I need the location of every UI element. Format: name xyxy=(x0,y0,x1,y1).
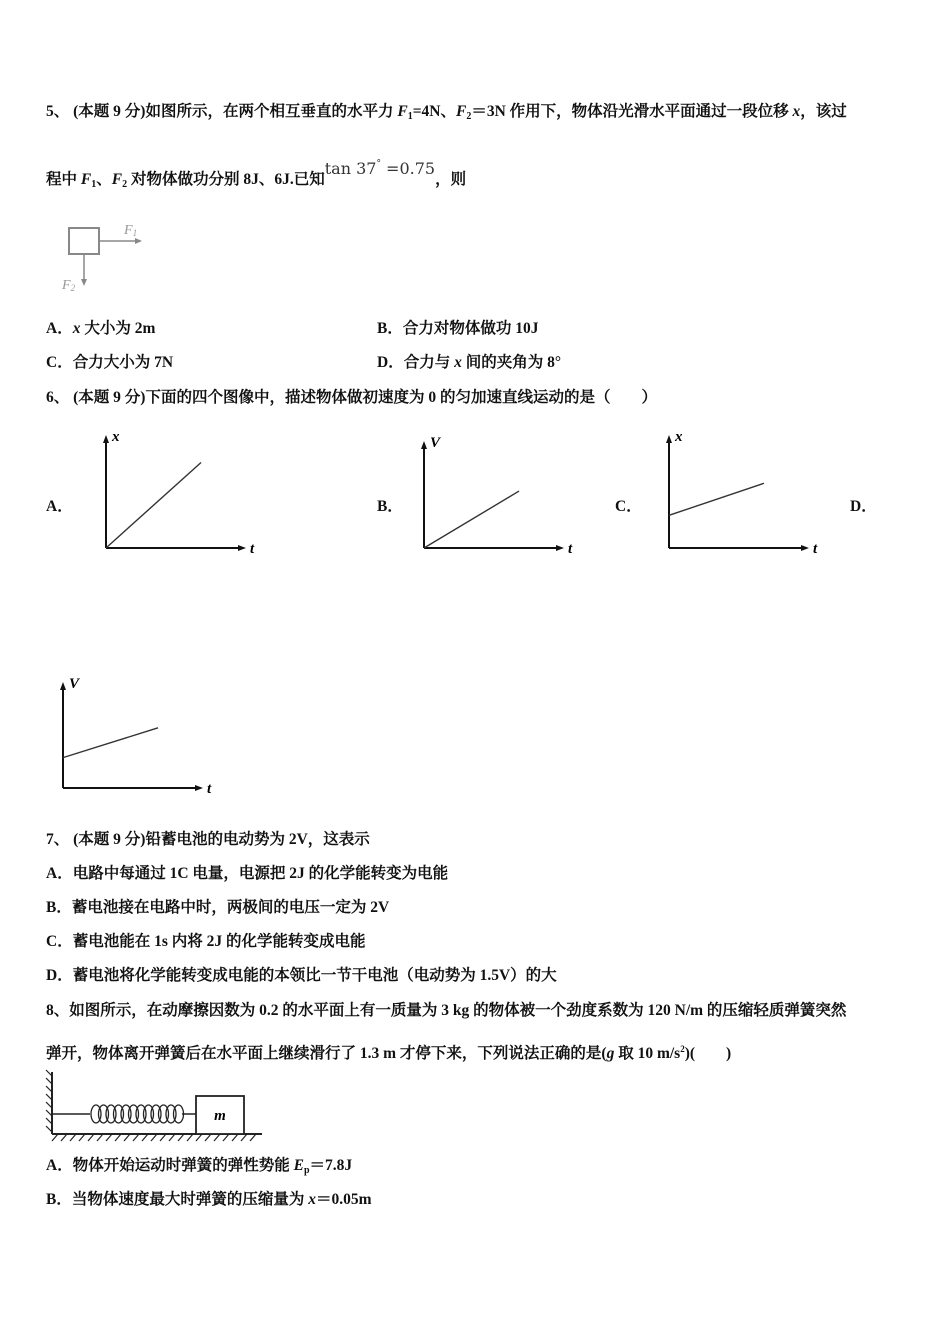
q7-option-c[interactable]: C．蓄电池能在 1s 内将 2J 的化学能转变成电能 xyxy=(46,933,366,950)
ground-hatch-line xyxy=(187,1134,193,1141)
q6-graph-a xyxy=(98,425,268,560)
graph-line xyxy=(63,728,158,758)
x-axis-arrow xyxy=(801,545,809,551)
q6-graph-b xyxy=(416,431,586,560)
q5-option-c[interactable]: C．合力大小为 7N xyxy=(46,354,174,371)
y-axis-arrow xyxy=(103,435,109,443)
q5-option-b[interactable]: B．合力对物体做功 10J xyxy=(377,320,539,337)
q8-line1: 8、如图所示，在动摩擦因数为 0.2 的水平面上有一质量为 3 kg 的物体被一个劲度系数为 120 N/m 的压缩轻质弹簧突然 xyxy=(46,1002,847,1019)
ground-hatch-line xyxy=(160,1134,166,1141)
ground-hatch-line xyxy=(124,1134,130,1141)
x-axis-arrow xyxy=(195,785,203,791)
q5-line1: 5、 (本题 9 分)如图所示，在两个相互垂直的水平力 $F_1=4N$、$F_2=3N$ 作用下，物体沿光滑水平面通过一段位移 x，该过 xyxy=(46,103,847,122)
q6-stem: 6、 (本题 9 分)下面的四个图像中，描述物体做初速度为 0 的匀加速直线运动的是（ ） xyxy=(46,389,657,406)
ground-hatch-line xyxy=(88,1134,94,1141)
ground-hatch-line xyxy=(241,1134,247,1141)
q6-option-d-label[interactable]: D． xyxy=(850,498,877,515)
ground-hatch-line xyxy=(97,1134,103,1141)
ground-hatch-line xyxy=(232,1134,238,1141)
ground-hatch-line xyxy=(52,1134,58,1141)
q5-line2: 程中 $F_1$、$F_2$ 对物体做功分别 8J、6J.已知tan 37° =0.75，则 xyxy=(46,159,467,190)
ground-hatch-line xyxy=(79,1134,85,1141)
ground-hatch-line xyxy=(196,1134,202,1141)
x-axis-label: t xyxy=(813,541,818,557)
q7-option-b[interactable]: B．蓄电池接在电路中时，两极间的电压一定为 2V xyxy=(46,899,390,916)
ground-hatch-line xyxy=(133,1134,139,1141)
x-axis-label: t xyxy=(250,541,255,557)
tan-expression: tan 37° =0.75 xyxy=(324,159,436,178)
q6-option-b-label[interactable]: B． xyxy=(377,498,403,515)
y-axis-label: x xyxy=(675,429,683,445)
q8-option-a[interactable]: A．物体开始运动时弹簧的弹性势能 $E_p=7.8J$ xyxy=(46,1157,353,1176)
y-axis-label: V xyxy=(69,676,80,692)
mass-label: m xyxy=(214,1108,226,1124)
q5-option-a[interactable]: A．x 大小为 2m xyxy=(46,320,156,337)
x-axis-label: t xyxy=(568,541,573,557)
q5-force-diagram xyxy=(58,215,158,295)
ground-hatch-line xyxy=(151,1134,157,1141)
q7-option-a[interactable]: A．电路中每通过 1C 电量，电源把 2J 的化学能转变为电能 xyxy=(46,865,449,882)
y-axis-label: V xyxy=(430,435,441,451)
q5-option-d[interactable]: D．合力与 x 间的夹角为 8° xyxy=(377,354,562,371)
svg-text:F1: F1 xyxy=(124,223,138,238)
q6-graph-c xyxy=(661,425,831,560)
y-axis-arrow xyxy=(421,441,427,449)
ground-hatch-line xyxy=(142,1134,148,1141)
y-axis-arrow xyxy=(60,682,66,690)
q7-stem: 7、 (本题 9 分)铅蓄电池的电动势为 2V，这表示 xyxy=(46,831,370,848)
ground-hatch-line xyxy=(178,1134,184,1141)
y-axis-arrow xyxy=(666,435,672,443)
q8-spring-diagram xyxy=(44,1068,266,1144)
ground-hatch-line xyxy=(250,1134,256,1141)
q8-option-b[interactable]: B．当物体速度最大时弹簧的压缩量为 x＝0.05m xyxy=(46,1191,372,1208)
ground-hatch-line xyxy=(106,1134,112,1141)
q6-option-a-label[interactable]: A． xyxy=(46,498,73,515)
ground-hatch-line xyxy=(223,1134,229,1141)
x-axis-label: t xyxy=(207,781,212,797)
x-axis-arrow xyxy=(238,545,246,551)
q8-line2: 弹开，物体离开弹簧后在水平面上继续滑行了 1.3 m 才停下来，下列说法正确的是(g 取 10 $m/s^2$)( ) xyxy=(46,1044,732,1062)
graph-line xyxy=(669,483,764,515)
ground-hatch-line xyxy=(115,1134,121,1141)
svg-text:F2: F2 xyxy=(62,278,76,293)
ground-hatch-line xyxy=(70,1134,76,1141)
ground-hatch-line xyxy=(169,1134,175,1141)
graph-line xyxy=(424,491,519,548)
q6-option-c-label[interactable]: C． xyxy=(615,498,642,515)
x-axis-arrow xyxy=(556,545,564,551)
ground-hatch-line xyxy=(61,1134,67,1141)
ground-hatch-line xyxy=(214,1134,220,1141)
graph-line xyxy=(106,462,201,548)
ground-hatch-line xyxy=(205,1134,211,1141)
q6-graph-d xyxy=(55,672,225,800)
y-axis-label: x xyxy=(112,429,120,445)
q7-option-d[interactable]: D．蓄电池将化学能转变成电能的本领比一节干电池（电动势为 1.5V）的大 xyxy=(46,967,557,984)
